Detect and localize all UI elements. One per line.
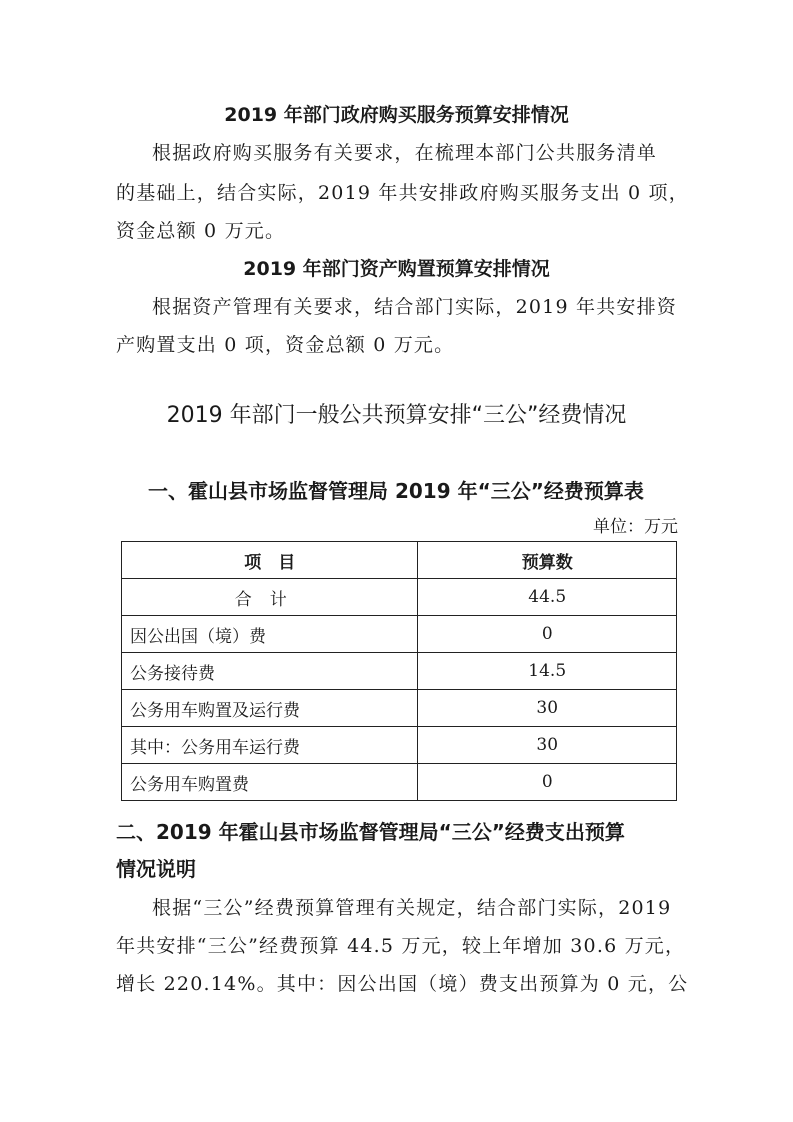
main-title: 2019 年部门一般公共预算安排“三公”经费情况 <box>166 403 627 428</box>
header-item: 项 目 <box>122 542 418 579</box>
row-item: 合计 <box>122 579 418 616</box>
budget-table <box>121 541 677 801</box>
table-header-row <box>122 542 677 579</box>
row-value: 30 <box>418 690 677 727</box>
explain-section-title-line-1: 二、2019 年霍山县市场监督管理局“三公”经费支出预算 <box>116 820 625 844</box>
row-value: 0 <box>418 764 677 801</box>
section1-line-2: 的基础上，结合实际，2019 年共安排政府购买服务支出 0 项， <box>116 182 689 204</box>
explain-line-3: 增长 220.14%。其中：因公出国（境）费支出预算为 0 元，公 <box>116 973 689 995</box>
explain-section-title-line-2: 情况说明 <box>116 857 196 881</box>
table-row <box>122 653 677 690</box>
row-item: 公务用车购置及运行费 <box>122 690 418 727</box>
table-row <box>122 579 677 616</box>
table-section-title: 一、霍山县市场监督管理局 2019 年“三公”经费预算表 <box>148 479 644 503</box>
unit-label: 单位：万元 <box>593 517 678 537</box>
row-item: 因公出国（境）费 <box>122 616 418 653</box>
section2-title: 2019 年部门资产购置预算安排情况 <box>243 258 550 280</box>
row-item: 公务接待费 <box>122 653 418 690</box>
header-value: 预算数 <box>418 542 677 579</box>
section1-title: 2019 年部门政府购买服务预算安排情况 <box>224 104 569 126</box>
row-item: 其中：公务用车运行费 <box>122 727 418 764</box>
section2-line-2: 产购置支出 0 项，资金总额 0 万元。 <box>116 334 455 356</box>
section1-line-1: 根据政府购买服务有关要求，在梳理本部门公共服务清单 <box>152 142 658 164</box>
row-value: 44.5 <box>418 579 677 616</box>
table-row <box>122 727 677 764</box>
section2-line-1: 根据资产管理有关要求，结合部门实际，2019 年共安排资 <box>152 296 677 318</box>
section1-line-3: 资金总额 0 万元。 <box>116 220 286 242</box>
row-item: 公务用车购置费 <box>122 764 418 801</box>
explain-line-1: 根据“三公”经费预算管理有关规定，结合部门实际，2019 <box>152 897 672 919</box>
table-row <box>122 690 677 727</box>
row-value: 30 <box>418 727 677 764</box>
table-row <box>122 764 677 801</box>
row-value: 14.5 <box>418 653 677 690</box>
row-value: 0 <box>418 616 677 653</box>
explain-line-2: 年共安排“三公”经费预算 44.5 万元，较上年增加 30.6 万元， <box>116 935 686 957</box>
table-row <box>122 616 677 653</box>
